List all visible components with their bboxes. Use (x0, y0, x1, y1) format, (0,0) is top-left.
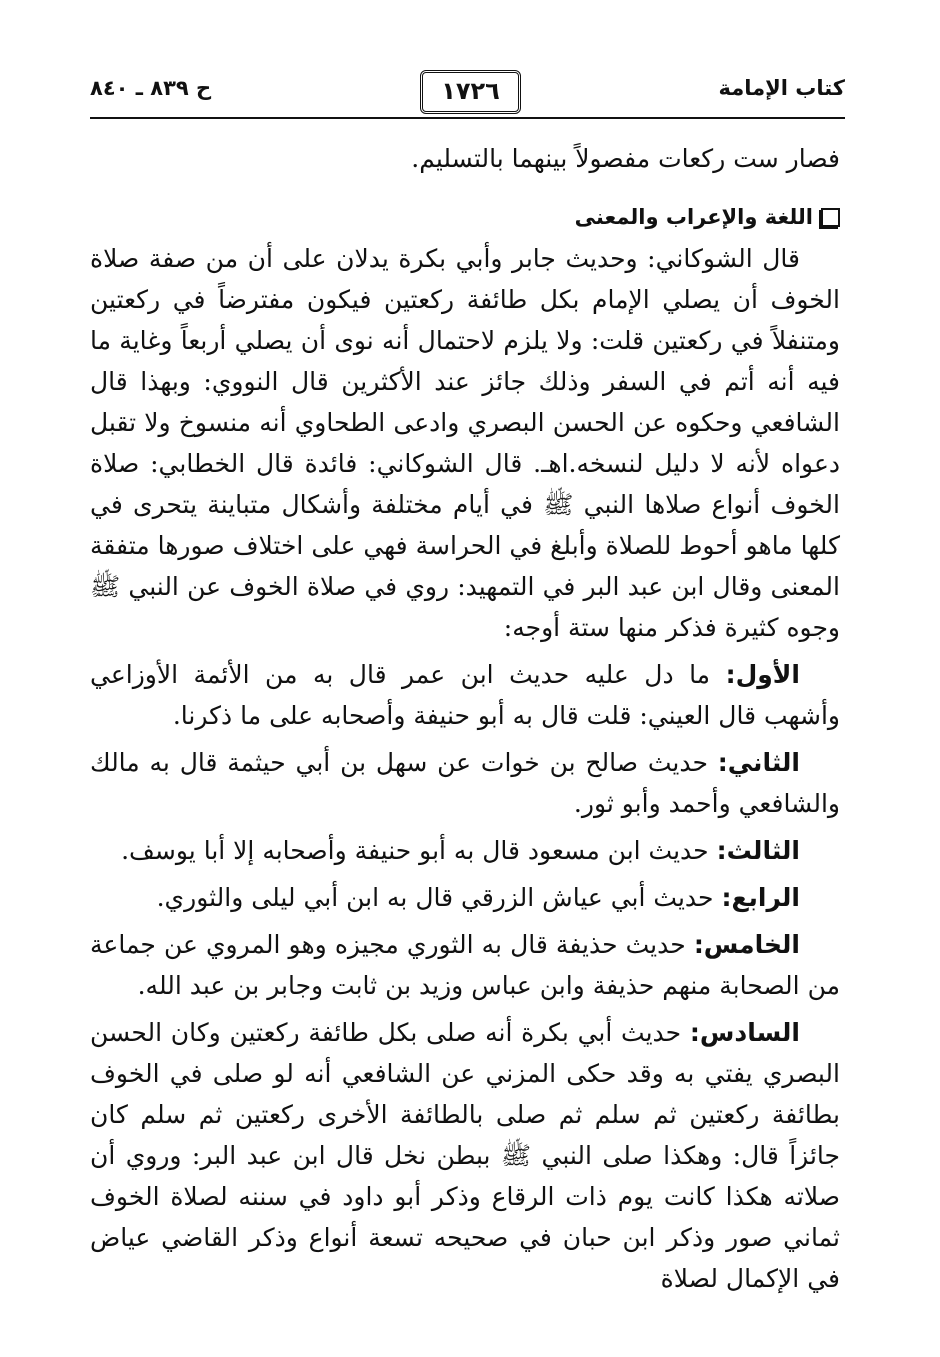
page-number: ١٧٢٦ (420, 70, 521, 114)
item-text: حديث أبي عياش الزرقي قال به ابن أبي ليلى والثوري. (156, 883, 714, 912)
list-item (90, 877, 840, 918)
item-label: الثاني: (717, 748, 800, 777)
item-text: حديث حذيفة قال به الثوري مجيزه وهو المروي عن جماعة من الصحابة منهم حذيفة وابن عباس وزيد بن ثابت وجابر بن عبد الله. (90, 930, 840, 1000)
list-item (90, 1012, 840, 1299)
item-label: الثالث: (716, 836, 800, 865)
item-label: الأول: (725, 660, 800, 689)
page-header (90, 70, 845, 114)
section-heading-text: اللغة والإعراب والمعنى (574, 205, 813, 229)
list-item (90, 830, 840, 871)
item-text: حديث صالح بن خوات عن سهل بن أبي حيثمة قال به مالك والشافعي وأحمد وأبو ثور. (90, 748, 840, 818)
item-label: الرابع: (721, 883, 800, 912)
checkbox-icon (821, 208, 840, 227)
page-body (90, 138, 840, 1299)
list-item (90, 742, 840, 824)
item-text: حديث ابن مسعود قال به أبو حنيفة وأصحابه إلا أبا يوسف. (121, 836, 709, 865)
section-heading (90, 197, 840, 238)
lead-paragraph: فصار ست ركعات مفصولاً بينهما بالتسليم. (411, 144, 840, 173)
hadith-range: ح ٨٣٩ ـ ٨٤٠ (90, 76, 212, 100)
item-text: حديث أبي بكرة أنه صلى بكل طائفة ركعتين وكان الحسن البصري يفتي به وقد حكى المزني عن الشافعي أنه لو صلى في الخوف بطائفة ركعتين ثم سلم ثم صلى بالطائفة الأخرى ركعتين ثم سلم كان جائزاً قال: وهكذا صلى النبي ﷺ ببطن نخل قال ابن عبد البر: وروي أن صلاته هكذا كانت يوم ذات الرقاع وذكر أبو داود في سننه لصلاة الخوف ثماني صور وذكر ابن حبان في صحيحه تسعة أنواع وذكر القاضي عياض في الإكمال لصلاة (90, 1018, 840, 1293)
header-divider (90, 117, 845, 119)
list-item (90, 654, 840, 736)
item-text: ما دل عليه حديث ابن عمر قال به من الأئمة الأوزاعي وأشهب قال العيني: قلت قال به أبو حنيفة وأصحابه على ما ذكرنا. (90, 660, 840, 730)
item-label: الخامس: (693, 930, 800, 959)
section-title: كتاب الإمامة (718, 76, 845, 100)
main-paragraph: قال الشوكاني: وحديث جابر وأبي بكرة يدلان على أن من صفة صلاة الخوف أن يصلي الإمام بكل طائفة ركعتين فيكون مفترضاً في ركعتين ومتنفلاً في ركعتين قلت: ولا يلزم لاحتمال أنه نوى أن يصلي أربعاً وغاية ما فيه أنه أتم في السفر وذلك جائز عند الأكثرين قال النووي: وبهذا قال الشافعي وحكوه عن الحسن البصري وادعى الطحاوي أنه منسوخ ولا تقبل دعواه لأنه لا دليل لنسخه.اهـ. قال الشوكاني: فائدة قال الخطابي: صلاة الخوف أنواع صلاها النبي ﷺ في أيام مختلفة وأشكال متباينة يتحرى في كلها ماهو أحوط للصلاة وأبلغ في الحراسة فهي على اختلاف صورها متفقة المعنى وقال ابن عبد البر في التمهيد: روي في صلاة الخوف عن النبي ﷺ وجوه كثيرة فذكر منها ستة أوجه: (90, 244, 840, 642)
item-label: السادس: (689, 1018, 800, 1047)
list-item (90, 924, 840, 1006)
